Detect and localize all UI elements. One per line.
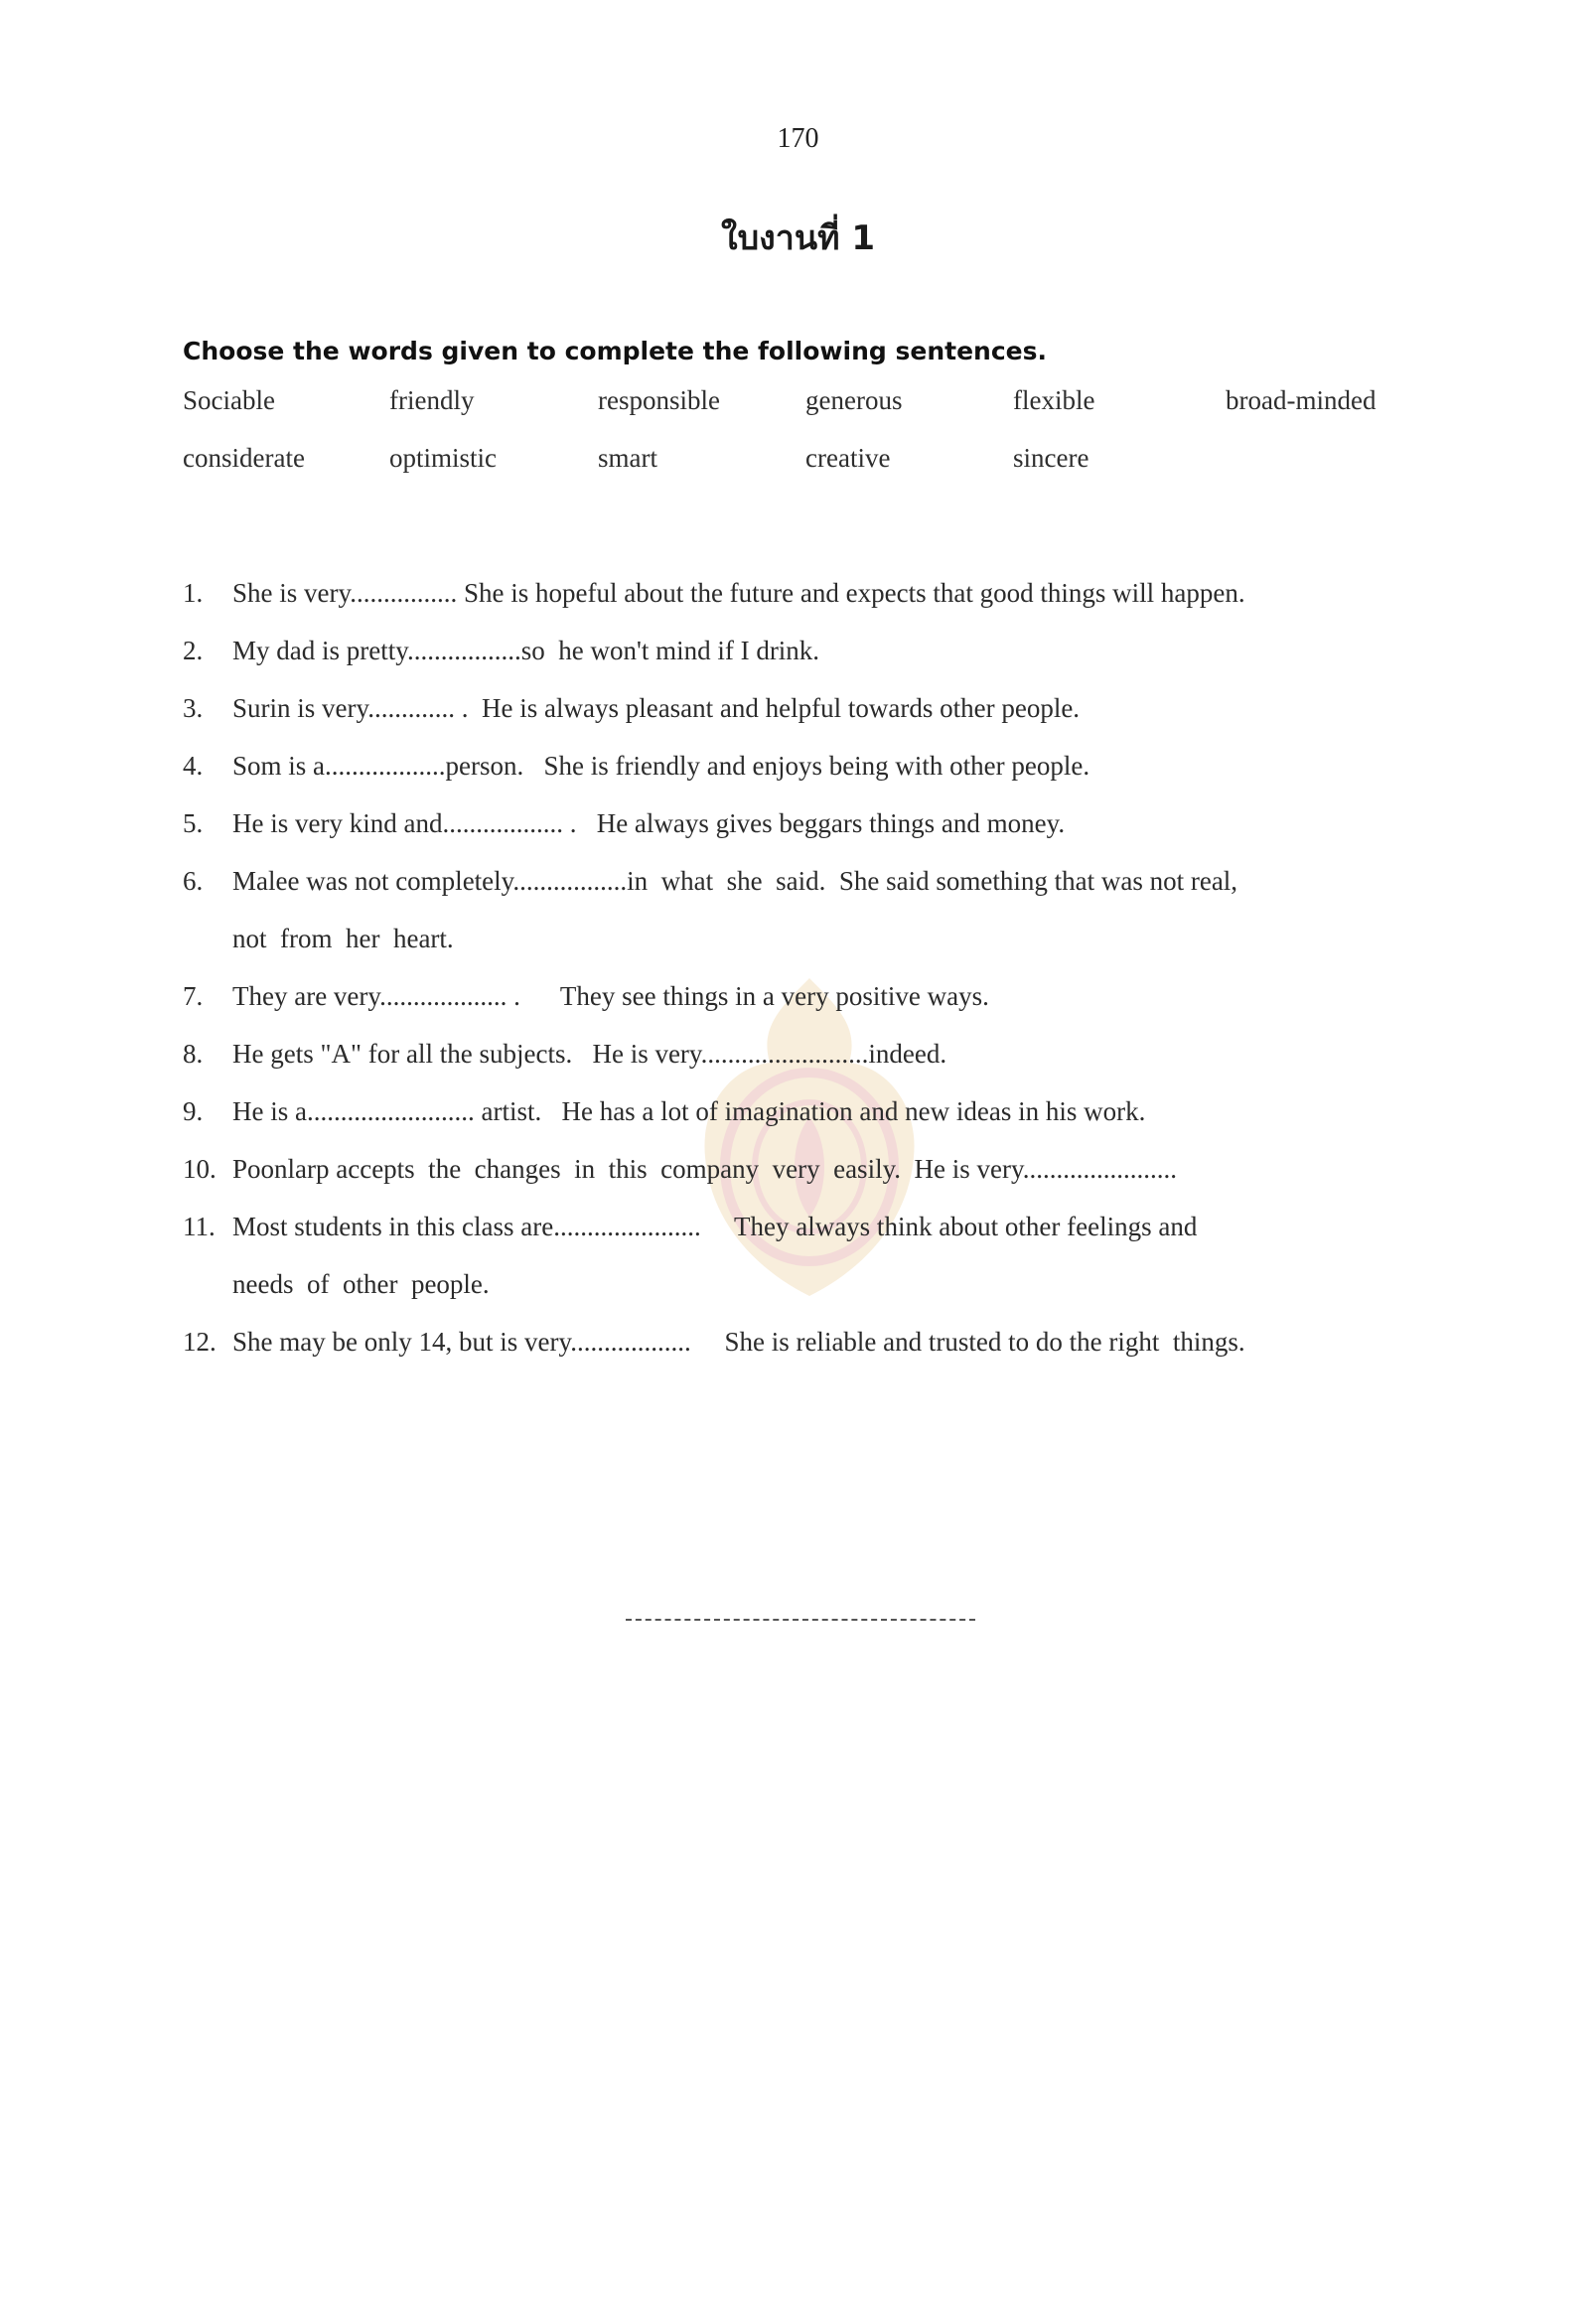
sentence-item [183,679,1434,737]
sentence-text: She may be only 14, but is very.................. She is reliable and trusted to do the right things. [232,1327,1245,1357]
word-bank-item: Sociable [183,385,275,415]
word-bank-item: creative [805,443,891,473]
instruction-text: Choose the words given to complete the following sentences. [183,337,1047,365]
word-bank-item: generous [805,385,903,415]
sentence-text: Surin is very............. . He is always pleasant and helpful towards other people. [232,693,1081,723]
page-number: 170 [777,123,819,154]
sentence-item [183,1025,1434,1082]
word-bank-row-1 [183,385,1414,443]
word-bank-item: optimistic [389,443,497,473]
sentence-item [183,737,1434,794]
end-divider [626,1619,975,1621]
word-bank-item: sincere [1013,443,1089,473]
sentence-text: Som is a..................person. She is friendly and enjoys being with other people. [232,751,1090,781]
sentence-item [183,1082,1434,1140]
sentence-number: 8. [183,1039,204,1069]
worksheet-title: ใบงานที่ 1 [720,218,876,258]
sentence-text: Malee was not completely.................in what she said. She said something that was not real, [232,866,1238,896]
sentence-item [183,852,1434,967]
sentence-number: 1. [183,578,204,608]
sentence-text: My dad is pretty.................so he won't mind if I drink. [232,636,820,665]
sentence-number: 10. [183,1154,217,1184]
word-bank-row-2 [183,443,1414,501]
word-bank-item: smart [598,443,657,473]
sentence-item [183,1313,1434,1370]
word-bank-item: broad-minded [1226,385,1377,415]
sentence-item [183,564,1434,622]
word-bank-item: friendly [389,385,475,415]
sentence-item [183,1198,1434,1313]
sentence-text: Poonlarp accepts the changes in this company very easily. He is very....................... [232,1154,1178,1184]
sentence-number: 11. [183,1212,216,1241]
sentence-item [183,794,1434,852]
sentence-continuation: not from her heart. [232,924,454,953]
sentence-number: 5. [183,808,204,838]
sentence-text: She is very................ She is hopeful about the future and expects that good things will happen. [232,578,1245,608]
sentence-text: He is a......................... artist. He has a lot of imagination and new ideas in his work. [232,1096,1146,1126]
word-bank-item: considerate [183,443,305,473]
word-bank-item: responsible [598,385,720,415]
sentence-text: He gets "A" for all the subjects. He is very.........................indeed. [232,1039,947,1069]
sentence-number: 12. [183,1327,217,1357]
sentence-text: Most students in this class are...................... They always think about other feelings and [232,1212,1198,1241]
sentence-number: 2. [183,636,204,665]
sentence-number: 9. [183,1096,204,1126]
word-bank [183,385,1414,501]
sentence-text: They are very................... . They see things in a very positive ways. [232,981,989,1011]
sentence-number: 3. [183,693,204,723]
sentence-number: 7. [183,981,204,1011]
sentence-number: 6. [183,866,204,896]
sentence-number: 4. [183,751,204,781]
sentence-list [183,564,1434,1370]
sentence-text: He is very kind and.................. . He always gives beggars things and money. [232,808,1066,838]
word-bank-item: flexible [1013,385,1095,415]
sentence-continuation: needs of other people. [232,1269,490,1299]
sentence-item [183,967,1434,1025]
sentence-item [183,1140,1434,1198]
sentence-item [183,622,1434,679]
